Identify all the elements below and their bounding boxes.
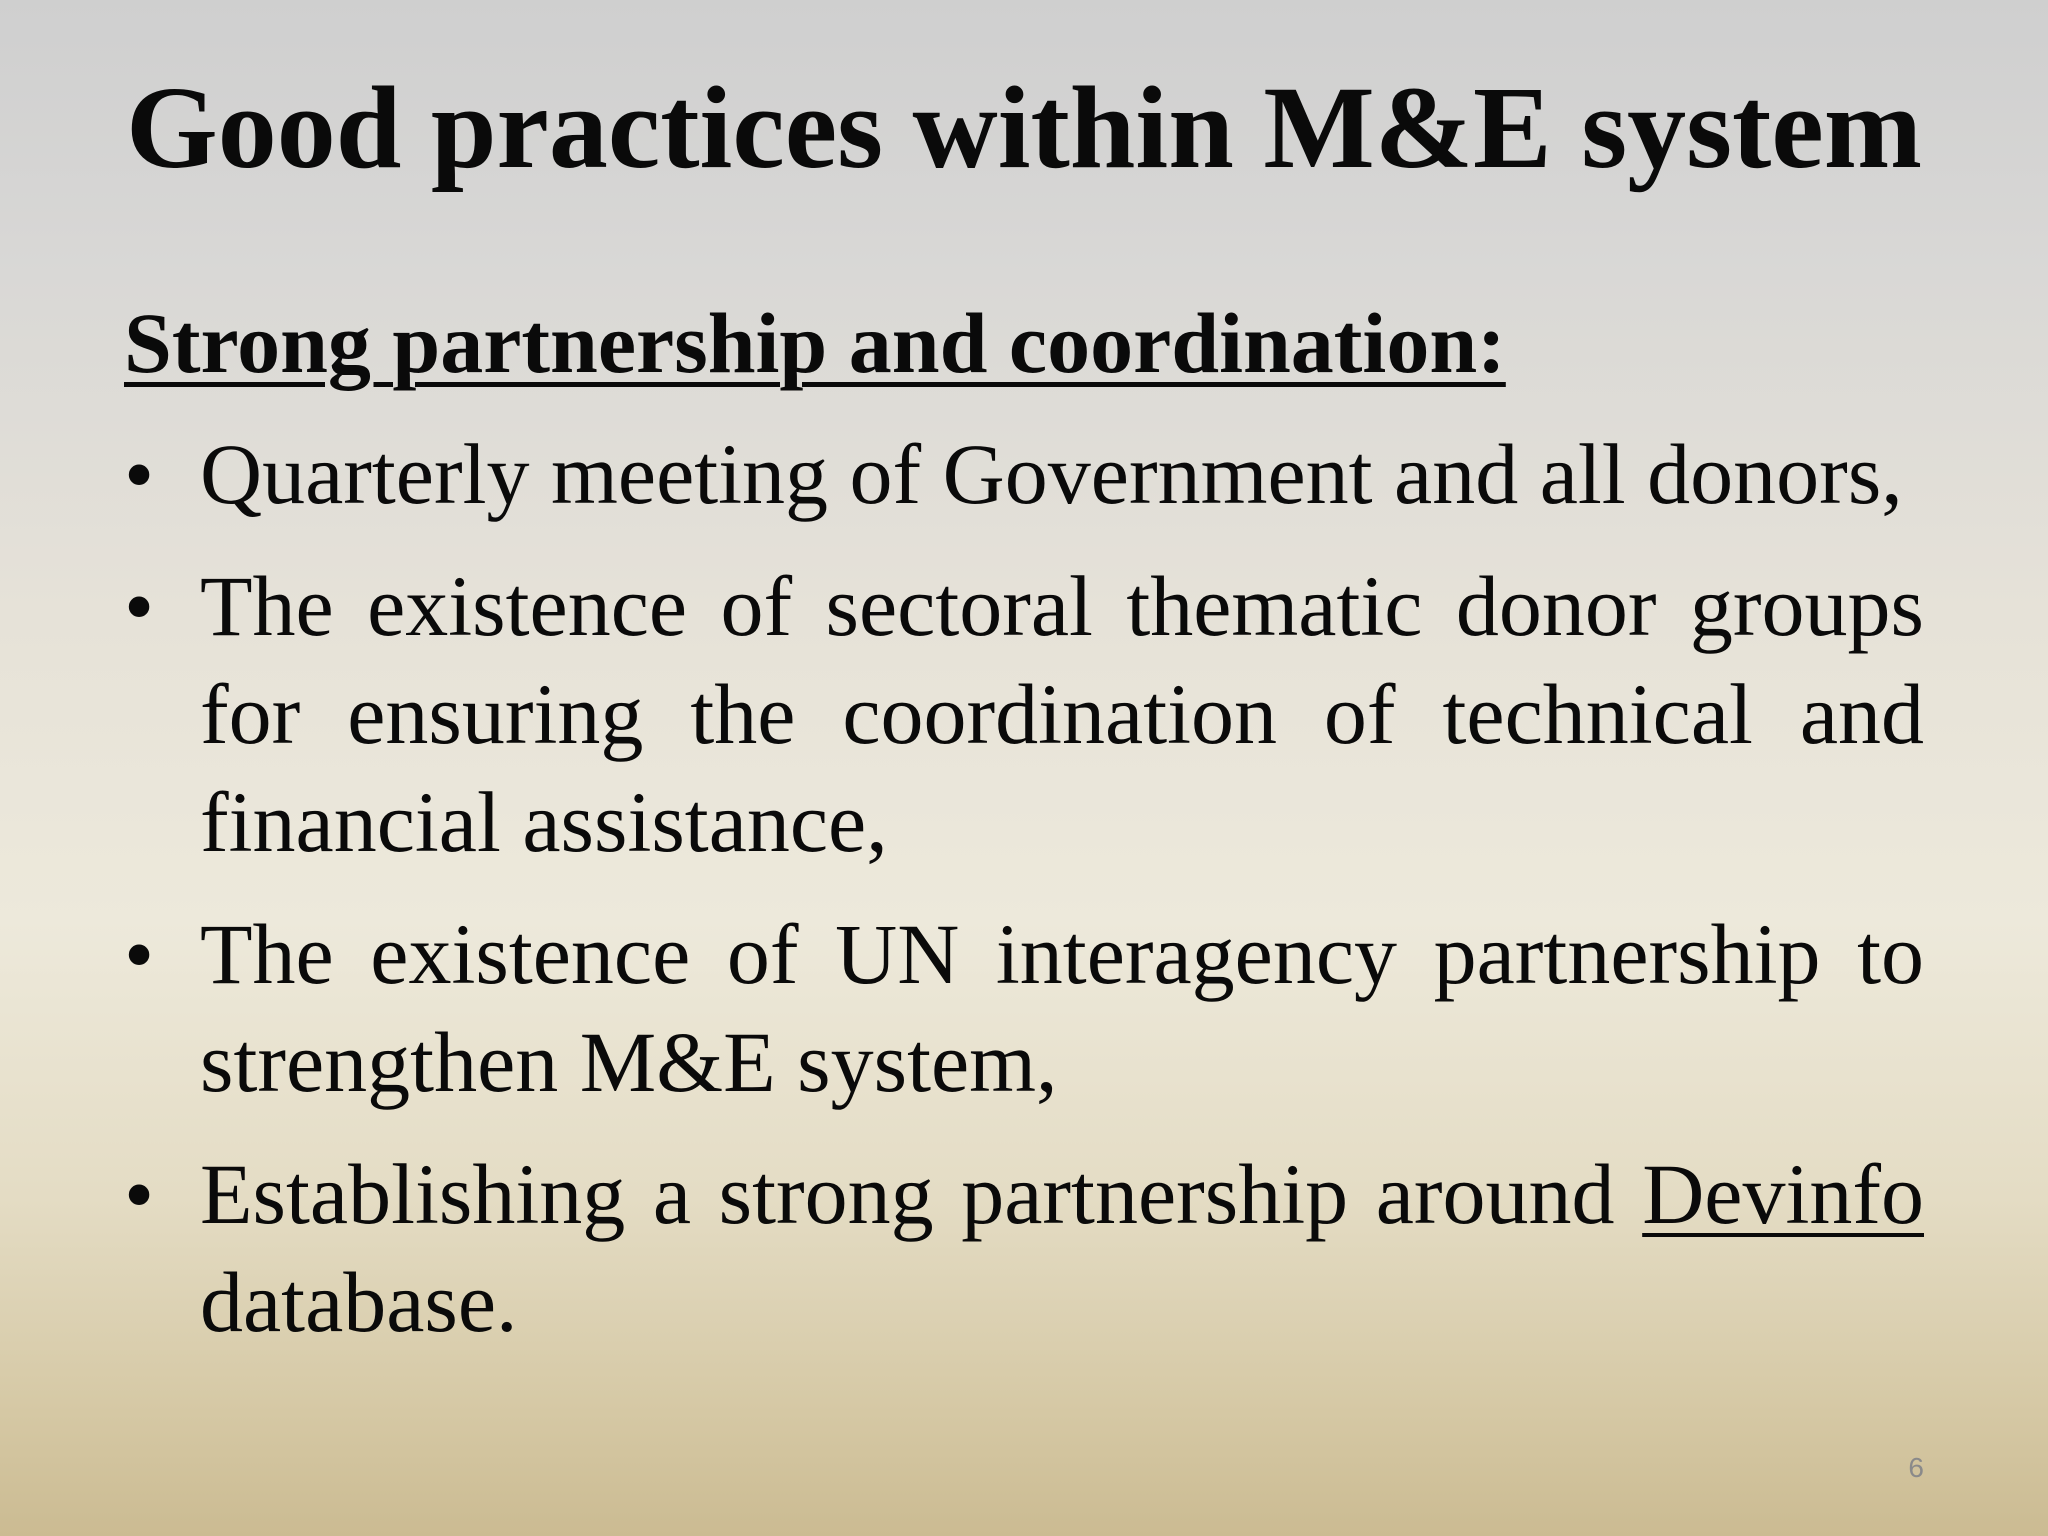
bullet-list bbox=[124, 420, 1924, 1380]
bullet-text-prefix: Establishing a strong partnership around bbox=[200, 1146, 1615, 1242]
bullet-text: The existence of UN interagency partnership to strengthen M&E system, bbox=[200, 906, 1924, 1110]
bullet-item-1 bbox=[124, 420, 1924, 528]
bullet-icon: • bbox=[124, 1146, 155, 1242]
bullet-text-suffix: database. bbox=[200, 1254, 518, 1350]
slide-number: 6 bbox=[1908, 1452, 1924, 1483]
slide-title: Good practices within M&E system bbox=[125, 62, 1923, 193]
devinfo-term: Devinfo bbox=[1642, 1146, 1924, 1242]
bullet-text: Quarterly meeting of Government and all donors, bbox=[200, 426, 1903, 522]
bullet-item-3 bbox=[124, 900, 1924, 1116]
bullet-icon: • bbox=[124, 558, 155, 654]
bullet-text: The existence of sectoral thematic donor groups for ensuring the coordination of technical and financial assistance, bbox=[200, 558, 1924, 870]
bullet-item-4 bbox=[124, 1140, 1924, 1356]
bullet-text bbox=[200, 1140, 1924, 1356]
bullet-item-2 bbox=[124, 552, 1924, 876]
section-heading: Strong partnership and coordination: bbox=[124, 295, 1506, 391]
bullet-icon: • bbox=[124, 906, 155, 1002]
bullet-icon: • bbox=[124, 426, 155, 522]
